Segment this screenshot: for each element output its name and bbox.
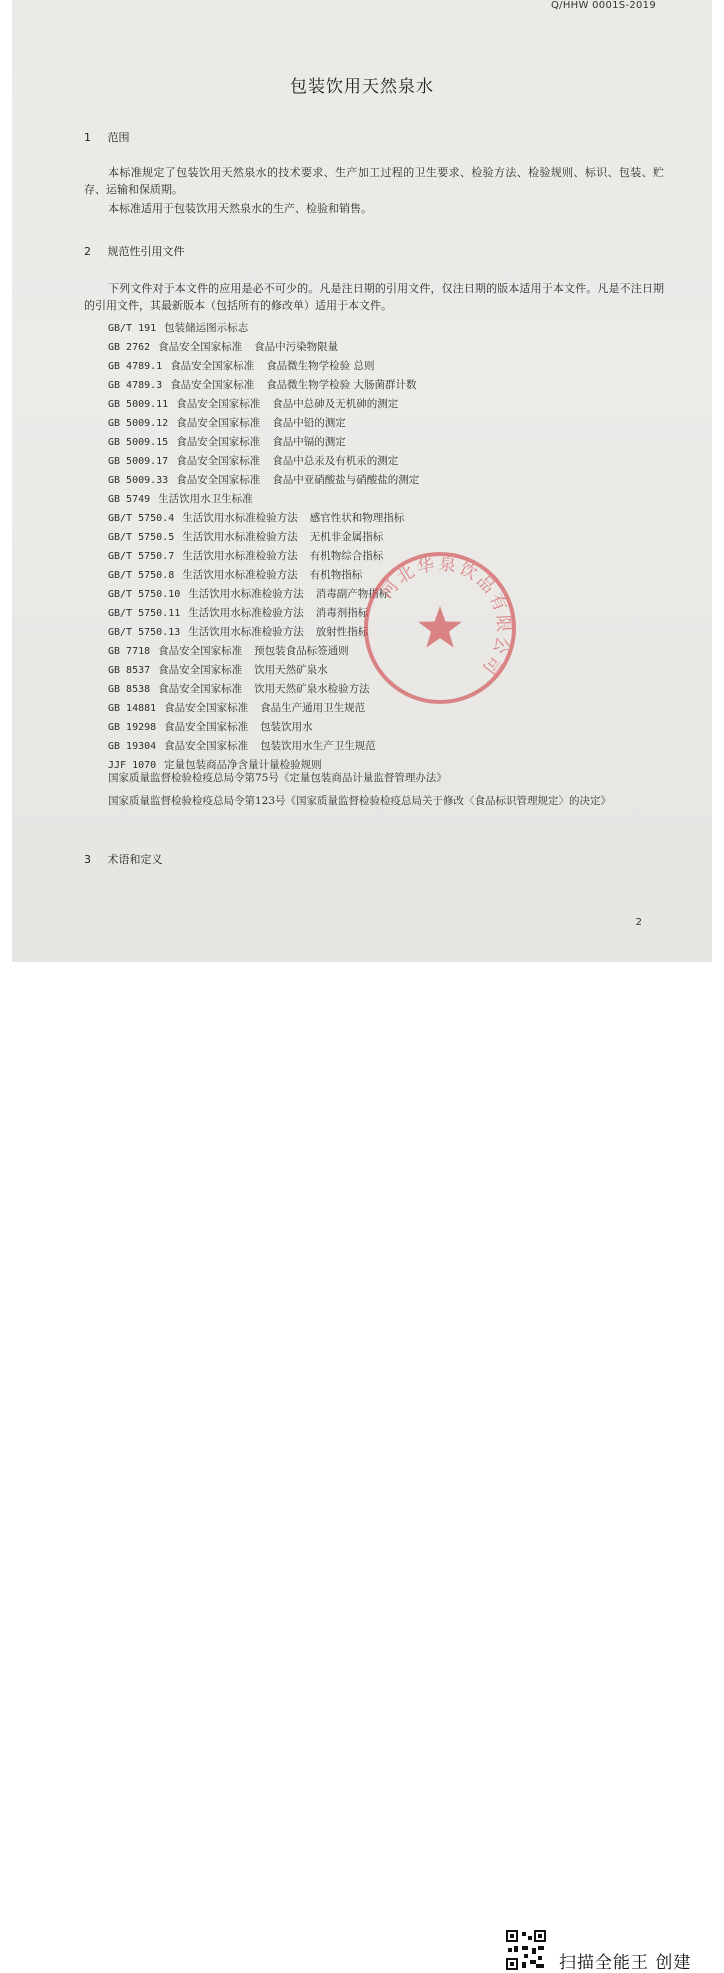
reference-title: 食品安全国家标准 bbox=[176, 417, 261, 429]
reference-code: GB 8538 bbox=[108, 684, 151, 695]
reference-subtitle: 有机物指标 bbox=[309, 569, 363, 581]
reference-subtitle: 包装饮用水 bbox=[260, 721, 313, 733]
reference-subtitle: 感官性状和物理指标 bbox=[309, 512, 405, 524]
reference-title: 包装储运图示标志 bbox=[164, 322, 249, 334]
reference-subtitle: 食品中总砷及无机砷的测定 bbox=[272, 398, 399, 410]
reference-code: GB 2762 bbox=[108, 342, 151, 353]
reference-title: 食品安全国家标准 bbox=[158, 683, 243, 695]
reference-subtitle: 包装饮用水生产卫生规范 bbox=[260, 740, 376, 752]
section-2-heading bbox=[84, 243, 185, 259]
scope-paragraph-2: 本标准适用于包装饮用天然泉水的生产、检验和销售。 bbox=[108, 202, 372, 215]
scope-paragraph-1: 本标准规定了包装饮用天然泉水的技术要求、生产加工过程的卫生要求、检验方法、检验规则、标识、包装、贮存、运输和保质期。 bbox=[84, 166, 664, 196]
section-title: 术语和定义 bbox=[107, 853, 163, 866]
reference-code: GB 5749 bbox=[108, 494, 151, 505]
reference-item bbox=[108, 452, 419, 471]
reference-title: 食品安全国家标准 bbox=[164, 740, 249, 752]
section-number: 3 bbox=[84, 853, 91, 866]
reference-title: 生活饮用水标准检验方法 bbox=[188, 588, 304, 600]
reference-subtitle: 食品生产通用卫生规范 bbox=[260, 702, 366, 714]
reference-code: GB/T 5750.11 bbox=[108, 608, 181, 619]
section-title: 范围 bbox=[107, 131, 130, 144]
reference-title: 食品安全国家标准 bbox=[176, 474, 261, 486]
reference-title: 生活饮用水标准检验方法 bbox=[182, 531, 298, 543]
reference-code: GB 5009.33 bbox=[108, 475, 169, 486]
reference-code: GB 5009.11 bbox=[108, 399, 169, 410]
reference-subtitle: 预包装食品标签通则 bbox=[254, 645, 349, 657]
reference-item bbox=[108, 319, 419, 338]
reference-title: 生活饮用水标准检验方法 bbox=[188, 607, 304, 619]
reference-code: GB/T 5750.10 bbox=[108, 589, 181, 600]
reference-code: GB 19304 bbox=[108, 741, 157, 752]
reference-title: 生活饮用水标准检验方法 bbox=[182, 569, 298, 581]
section-number: 2 bbox=[84, 245, 91, 258]
reference-code: JJF 1070 bbox=[108, 760, 157, 771]
reference-code: GB 4789.3 bbox=[108, 380, 163, 391]
reference-code: GB/T 5750.13 bbox=[108, 627, 181, 638]
page-number: 2 bbox=[635, 917, 642, 928]
reference-title: 食品安全国家标准 bbox=[158, 664, 243, 676]
reference-code: GB 14881 bbox=[108, 703, 157, 714]
reference-item bbox=[108, 528, 419, 547]
reference-code: GB 7718 bbox=[108, 646, 151, 657]
reference-item bbox=[108, 509, 419, 528]
reference-title: 食品安全国家标准 bbox=[164, 721, 249, 733]
reference-subtitle: 食品微生物学检验 大肠菌群计数 bbox=[266, 379, 417, 391]
reference-subtitle: 消毒剂指标 bbox=[315, 607, 369, 619]
decree-2: 国家质量监督检验检疫总局令第123号《国家质量监督检验检疫总局关于修改〈食品标识管理规定〉的决定》 bbox=[108, 795, 612, 807]
scanner-footer bbox=[0, 962, 724, 1973]
scanner-watermark-text: 扫描全能王 创建 bbox=[559, 1953, 692, 1973]
decree-1: 国家质量监督检验检疫总局令第75号《定量包装商品计量监督管理办法》 bbox=[108, 772, 447, 784]
reference-subtitle: 有机物综合指标 bbox=[309, 550, 384, 562]
reference-item bbox=[108, 433, 419, 452]
reference-item bbox=[108, 718, 419, 737]
reference-title: 食品安全国家标准 bbox=[170, 379, 255, 391]
reference-title: 生活饮用水标准检验方法 bbox=[182, 512, 298, 524]
section-number: 1 bbox=[84, 131, 91, 144]
reference-code: GB/T 5750.4 bbox=[108, 513, 175, 524]
company-seal bbox=[360, 548, 520, 708]
reference-subtitle: 放射性指标 bbox=[315, 626, 369, 638]
reference-subtitle: 食品微生物学检验 总则 bbox=[266, 360, 375, 372]
reference-subtitle: 食品中镉的测定 bbox=[272, 436, 346, 448]
document-page bbox=[12, 0, 712, 962]
reference-title: 生活饮用水标准检验方法 bbox=[188, 626, 304, 638]
section-3-heading bbox=[84, 851, 163, 867]
reference-title: 生活饮用水标准检验方法 bbox=[182, 550, 298, 562]
reference-subtitle: 食品中铅的测定 bbox=[272, 417, 346, 429]
reference-subtitle: 食品中总汞及有机汞的测定 bbox=[272, 455, 399, 467]
reference-code: GB 8537 bbox=[108, 665, 151, 676]
reference-item bbox=[108, 414, 419, 433]
reference-code: GB 19298 bbox=[108, 722, 157, 733]
reference-item bbox=[108, 395, 419, 414]
reference-subtitle: 无机非金属指标 bbox=[309, 531, 384, 543]
reference-title: 生活饮用水卫生标准 bbox=[158, 493, 253, 505]
reference-subtitle: 食品中污染物限量 bbox=[254, 341, 339, 353]
reference-title: 食品安全国家标准 bbox=[176, 398, 261, 410]
reference-code: GB/T 5750.5 bbox=[108, 532, 175, 543]
reference-item bbox=[108, 357, 419, 376]
qr-code-icon bbox=[506, 1930, 546, 1970]
reference-code: GB/T 5750.7 bbox=[108, 551, 175, 562]
reference-subtitle: 食品中亚硝酸盐与硝酸盐的测定 bbox=[272, 474, 420, 486]
document-title: 包装饮用天然泉水 bbox=[290, 77, 434, 97]
reference-title: 食品安全国家标准 bbox=[158, 645, 243, 657]
reference-title: 食品安全国家标准 bbox=[176, 436, 261, 448]
reference-code: GB/T 191 bbox=[108, 323, 157, 334]
reference-item bbox=[108, 490, 419, 509]
reference-code: GB 5009.12 bbox=[108, 418, 169, 429]
reference-item bbox=[108, 471, 419, 490]
reference-title: 食品安全国家标准 bbox=[164, 702, 249, 714]
reference-title: 食品安全国家标准 bbox=[170, 360, 255, 372]
reference-title: 食品安全国家标准 bbox=[176, 455, 261, 467]
reference-subtitle: 消毒副产物指标 bbox=[315, 588, 390, 600]
reference-title: 定量包装商品净含量计量检验规则 bbox=[164, 759, 322, 771]
section-title: 规范性引用文件 bbox=[107, 245, 185, 258]
document-code: Q/HHW 0001S-2019 bbox=[551, 0, 656, 11]
seal-star-icon bbox=[418, 606, 462, 648]
reference-item bbox=[108, 737, 419, 756]
reference-item bbox=[108, 376, 419, 395]
section-1-heading bbox=[84, 129, 130, 145]
reference-code: GB/T 5750.8 bbox=[108, 570, 175, 581]
references-intro: 下列文件对于本文件的应用是必不可少的。凡是注日期的引用文件，仅注日期的版本适用于本文件。凡是不注日期的引用文件，其最新版本（包括所有的修改单）适用于本文件。 bbox=[84, 282, 664, 312]
reference-code: GB 4789.1 bbox=[108, 361, 163, 372]
reference-code: GB 5009.17 bbox=[108, 456, 169, 467]
seal-text: 河北华泉饮品有限公司 bbox=[376, 554, 514, 680]
reference-subtitle: 饮用天然矿泉水检验方法 bbox=[254, 683, 370, 695]
reference-title: 食品安全国家标准 bbox=[158, 341, 243, 353]
reference-item bbox=[108, 338, 419, 357]
reference-subtitle: 饮用天然矿泉水 bbox=[254, 664, 328, 676]
reference-code: GB 5009.15 bbox=[108, 437, 169, 448]
